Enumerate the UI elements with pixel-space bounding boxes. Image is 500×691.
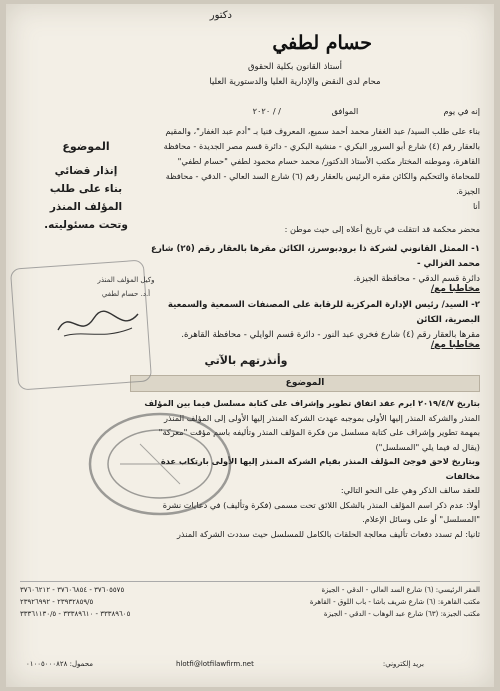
footer-r1-right: المقر الرئيسي: (٦) شارع السد العالي - الدقي - الجيزة	[321, 586, 480, 594]
intro-line-2: بالعقار رقم (٤) شارع أبو السرور البكري - منشية البكري - دائرة قسم مصر الجديدة - محافظة	[163, 141, 480, 151]
side-text	[32, 162, 140, 234]
party-b-line-1: ٢- السيد/ رئيس الإدارة المركزية للرقابة على المصنفات السمعية والسمعية البصرية، الكائن	[167, 300, 480, 325]
header-title-top: دكتور	[209, 10, 232, 21]
stamp-line-1: وكيل المؤلف المنذر	[97, 276, 155, 284]
facts-line-9: ثانيا: لم تسدد دفعات تأليف معالجة الحلقات بالكامل للمسلسل حيث سددت الشركة المنذر	[176, 528, 480, 539]
footer-mobile: محمول: ٠١٠٠٥٠٠٠٨٢٨	[26, 660, 93, 668]
side-line-1: إنذار قضائي	[54, 165, 118, 177]
date-prefix: إنه في يوم	[443, 106, 480, 116]
warning-title: وأنذرتهم بالآتي	[204, 354, 288, 367]
footer-r2-left: ٢٣٩٣٢٨٥٩/٥ - ٢٣٩٢٦٩٩٢	[20, 598, 94, 606]
official-stamp	[80, 404, 240, 524]
facts-line-7: أولا: عدم ذكر اسم المؤلف المنذر بالشكل اللائق تحت مسمى (فكرة وتأليف) في دعايات نشرة	[162, 499, 480, 510]
facts-line-6: للعقد سالف الذكر وهي على النحو التالي:	[340, 485, 480, 495]
signature-scribble	[50, 300, 146, 348]
date-muwafiq: الموافق	[331, 106, 359, 116]
facts-line-1: بتاريخ ٢٠١٩/٤/٧ ابرم عقد اتفاق تطوير وإشراف على كتابة مسلسل فيما بين المؤلف	[144, 398, 480, 408]
side-title: الموضوع	[62, 140, 110, 153]
footer-website[interactable]: hlotfi@lotfilawfirm.net	[176, 660, 254, 668]
facts-line-4: (يقال له فيما يلي "المسلسل")	[375, 441, 480, 452]
party-a-line-1: ١- الممثل القانوني لشركة ذا برودبوسرز، الكائن مقرها بالعقار رقم (٢٥) شارع محمد الغزالي -	[150, 244, 480, 269]
footer-r1-left: ٣٧٦٠٥٥٧٥ - ٣٧٦٠٦٨٥٤ - ٣٧٦٠٦٢١٢	[20, 586, 125, 594]
mukhatab-1: مخاطبا مع/	[430, 284, 480, 294]
party-b-line-2: مقرها بالعقار رقم (٤) شارع فخري عبد النور - دائرة قسم الوايلي - محافظة القاهرة.	[181, 330, 480, 340]
footer-r3-right: مكتب الجيزة: (٦٣) شارع عبد الوهاب - الدقي - الجيزة	[323, 610, 480, 618]
intro-line-1: بناء على طلب السيد/ عبد الغفار محمد أحمد سميع، المعروف فنيا بـ "أدم عبد الغفار"، والمقيم	[165, 126, 480, 136]
ana-word: أنا	[472, 201, 480, 211]
side-line-2: بناء على طلب	[49, 183, 123, 195]
mukhatab-2: مخاطبا مع/	[430, 340, 480, 350]
document-page	[6, 4, 494, 687]
header-logo-name: حسام لطفي	[272, 32, 372, 54]
footer-email-label: بريد إلكتروني:	[382, 660, 424, 668]
subject-bar: الموضوع	[130, 375, 480, 392]
facts-line-5: وبتاريخ لاحق فوجئ المؤلف المنذر بقيام الشركة المنذر إليها الأولى بارتكاب عدة مخالفات	[160, 456, 480, 481]
footer-r3-left: ٣٣٣٨٩٦٠٥ - ٣٣٣٨٩٦١٠ - ٣٣٣٦١١٣٠/٥	[20, 610, 131, 618]
party-b	[132, 298, 480, 343]
court-line: محضر محكمة قد انتقلت في تاريخ أعلاه إلى حيث موطن :	[284, 224, 480, 234]
facts-line-3: بمهمة تطوير وإشراف على كتابة مسلسل من فكرة المؤلف المنذر وتأليفه باسم مؤقت "معركة"	[158, 427, 480, 437]
facts-line-2: المنذر والشركة المنذر إليها الأولى بموجبه عهدت الشركة المنذر إليها الأولى إلى المؤلف المنذر	[163, 412, 480, 423]
footer-separator	[20, 581, 480, 582]
date-line	[132, 104, 480, 119]
party-a-line-2: دائرة قسم الدقي - محافظة الجيزة.	[353, 274, 480, 284]
intro-line-4: للمحاماة والتحكيم والكائن مقره الرئيس بالعقار رقم (٦) شارع السد العالي - الدقي - محافظة	[165, 171, 480, 181]
footer-r2-right: مكتب القاهرة: (٦) شارع شريف باشا - باب اللوق - القاهرة	[309, 598, 480, 606]
stamp-line-2: أ.د. حسام لطفي	[101, 290, 151, 298]
footer	[20, 584, 480, 620]
header-line-2: محام لدى النقض والإدارية العليا والدستورية العليا	[209, 77, 381, 87]
side-line-4: وتحت مسئوليته.	[44, 219, 128, 231]
header-line-1: أستاذ القانون بكلية الحقوق	[247, 62, 343, 72]
date-value: / / ٢٠٢٠	[252, 106, 281, 116]
intro-line-3: القاهرة، وموطنه المختار مكتب الأستاذ الدكتور/ محمد حسام محمود لطفي "حسام لطفي"	[177, 156, 480, 166]
intro-line-5: الجيزة.	[456, 186, 480, 196]
intro-paragraph	[132, 124, 480, 214]
facts-line-8: "المسلسل" أو على وسائل الإعلام.	[362, 514, 480, 524]
side-line-3: المؤلف المنذر	[49, 201, 123, 213]
